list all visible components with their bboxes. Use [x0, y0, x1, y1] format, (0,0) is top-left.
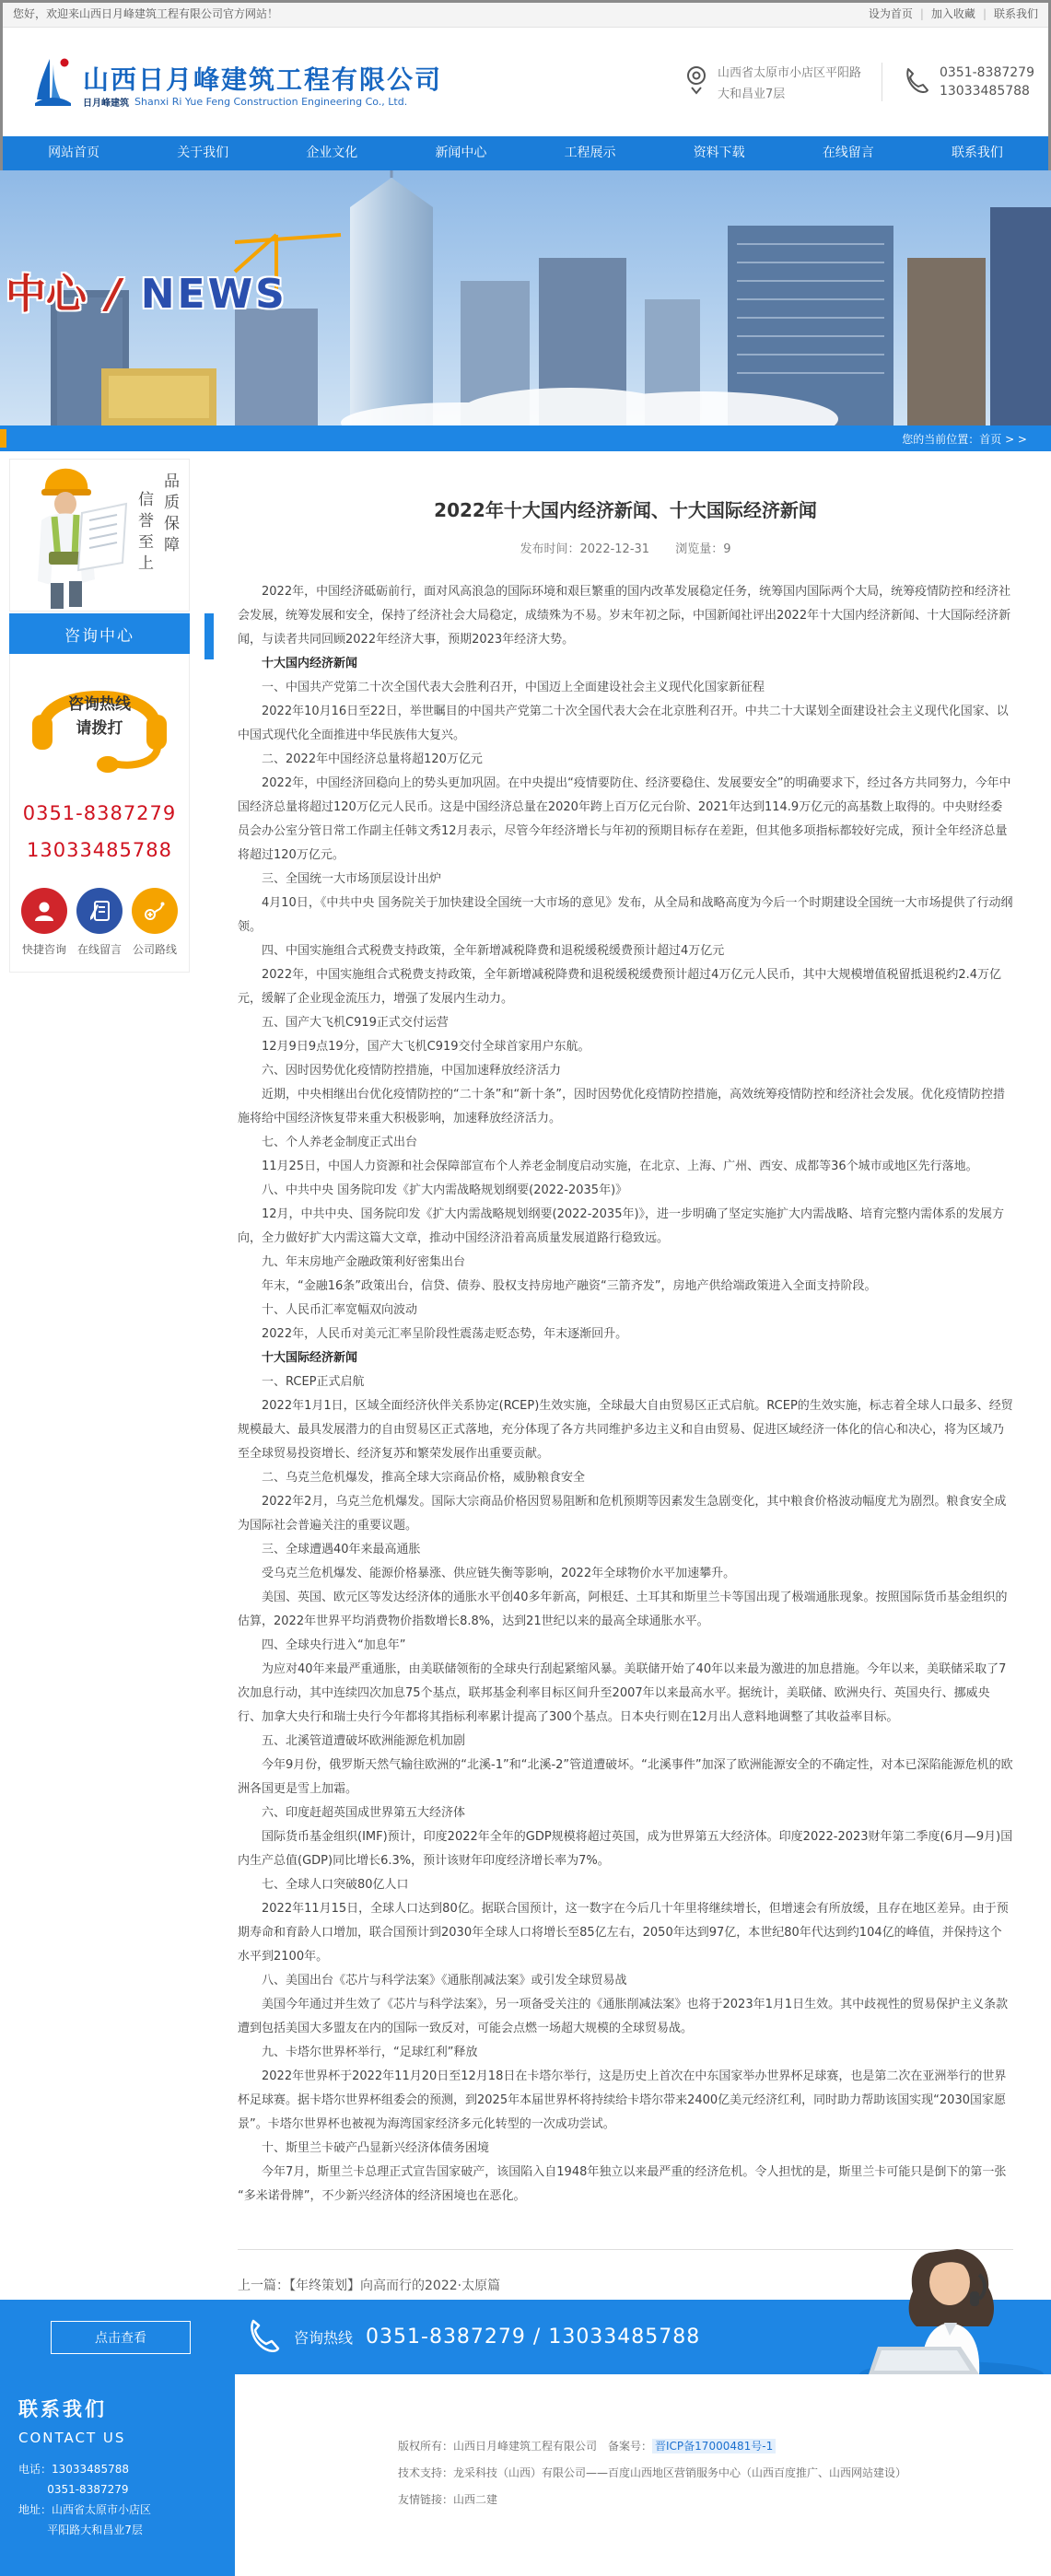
sidebar-title[interactable]: 咨询中心: [9, 613, 190, 654]
article-meta: [238, 539, 1013, 556]
article-paragraph: 2022年，中国经济回稳向上的势头更加巩固。在中央提出“疫情要防住、经济要稳住、发展要安全”的明确要求下，经过各方共同努力，今年中国经济总量将超过120万亿元人民币。这是中国经济总量在2020年跨上百万亿元台阶、2021年达到114.9万亿元的高基数上取得的。中央财经委员会办公室分管日常工作副主任韩文秀12月表示，尽管今年经济增长与年初的预期目标存在差距，但其他多项指标都较好完成，预计全年经济总量将超过120万亿元。: [238, 776, 1011, 862]
sidebar-quality-image: [9, 459, 190, 612]
article-paragraph: 九、年末房地产金融政策利好密集出台: [262, 1255, 466, 1269]
article-paragraph: 六、印度赶超英国成世界第五大经济体: [262, 1806, 466, 1820]
article-paragraph: 五、国产大飞机C919正式交付运营: [262, 1016, 449, 1030]
separator: |: [919, 6, 924, 20]
cta-hotline-label: 咨询热线: [294, 2329, 354, 2347]
customer-service-woman-image: [841, 2244, 1038, 2374]
click-view-button[interactable]: 点击查看: [51, 2321, 191, 2354]
logo-caption: 日月峰建筑: [83, 99, 129, 109]
friend-links-label: 友情链接：: [398, 2493, 454, 2506]
article-paragraph: 年末，“金融16条”政策出台，信贷、债券、股权支持房地产融资“三箭齐发”，房地产供给端政策进入全面支持阶段。: [262, 1279, 877, 1293]
nav-item-projects[interactable]: 工程展示: [564, 146, 616, 160]
welcome-text: 您好，欢迎来山西日月峰建筑工程有限公司官方网站！: [13, 7, 279, 20]
company-name: 山西日月峰建筑工程有限公司: [83, 64, 443, 95]
article-paragraph: 十、人民币汇率宽幅双向波动: [262, 1303, 418, 1317]
route-icon: [132, 888, 178, 934]
footer-address2: 平阳路大和昌业7层: [47, 2524, 143, 2536]
article-paragraph: 五、北溪管道遭破坏欧洲能源危机加剧: [262, 1734, 466, 1748]
article-paragraph: 一、中国共产党第二十次全国代表大会胜利召开，中国迈上全面建设社会主义现代化国家新征程: [262, 681, 765, 694]
topbar: [0, 0, 1051, 28]
footer-subtitle: CONTACT US: [18, 2430, 126, 2446]
icp-link[interactable]: 晋ICP备17000481号-1: [652, 2439, 776, 2454]
header: [0, 28, 1051, 136]
footer-address1: 地址：山西省太原市小店区: [18, 2503, 152, 2516]
topbar-link-favorite[interactable]: 加入收藏: [930, 7, 975, 20]
article-paragraph: 七、全球人口突破80亿人口: [262, 1878, 409, 1892]
article-paragraph: 二、2022年中国经济总量将超120万亿元: [262, 752, 483, 766]
worker-blueprint-image: [10, 460, 130, 611]
article-paragraph: 三、全球遭遇40年来最高通胀: [262, 1543, 421, 1556]
nav-item-guestbook[interactable]: 在线留言: [822, 146, 874, 160]
banner: [0, 170, 1051, 425]
article-paragraph: 七、个人养老金制度正式出台: [262, 1136, 418, 1149]
hotline-label: 咨询热线: [68, 695, 131, 714]
footer-phone2: 0351-8387279: [47, 2483, 129, 2496]
copyright-text: 版权所有：山西日月峰建筑工程有限公司 备案号：: [398, 2440, 653, 2453]
sidebar: [9, 459, 190, 973]
banner-title-cn: 中心: [6, 271, 87, 318]
main: [0, 451, 1051, 2300]
article-paragraph: 4月10日，《中共中央 国务院关于加快建设全国统一大市场的意见》发布，从全局和战略高度为今后一个时期建设全国统一大市场提供了行动纲领。: [238, 896, 1013, 934]
nav-item-home[interactable]: 网站首页: [48, 146, 100, 160]
article-paragraph: 四、中国实施组合式税费支持政策，全年新增减税降费和退税缓税缓费预计超过4万亿元: [262, 944, 725, 958]
nav-item-news[interactable]: 新闻中心: [435, 146, 487, 160]
article-paragraph: 12月，中共中央、国务院印发《扩大内需战略规划纲要(2022-2035年)》，进一步明确了坚定实施扩大内需战略、培育完整内需体系的发展方向，全力做好扩大内需这篇大文章，推动中国经济沿着高质量发展道路行稳致远。: [238, 1207, 1005, 1245]
article-paragraph: 十、斯里兰卡破产凸显新兴经济体债务困境: [262, 2141, 490, 2155]
breadcrumb-accent-tab: [0, 429, 6, 448]
topbar-link-set-home[interactable]: 设为首页: [868, 7, 913, 20]
sidebar-phone2: 13033485788: [27, 838, 172, 861]
header-phones: [903, 65, 1034, 99]
article-paragraph: 受乌克兰危机爆发、能源价格暴涨、供应链失衡等影响，2022年全球物价水平加速攀升。: [262, 1567, 736, 1580]
quick-link-message[interactable]: [73, 888, 126, 957]
quick-link-label: 在线留言: [76, 942, 122, 956]
nav-item-contact[interactable]: 联系我们: [951, 146, 1003, 160]
article-paragraph: 2022年2月，乌克兰危机爆发。国际大宗商品价格因贸易阻断和危机预期等因素发生急剧变化，其中粮食价格波动幅度尤为剧烈。粮食安全成为国际社会普遍关注的重要议题。: [238, 1495, 1007, 1533]
quick-link-consult[interactable]: [18, 888, 71, 957]
article-paragraph: 2022年，人民币对美元汇率呈阶段性震荡走贬态势，年末逐渐回升。: [262, 1327, 628, 1341]
article-paragraph: 八、中共中央 国务院印发《扩大内需战略规划纲要(2022-2035年)》: [262, 1183, 628, 1197]
footer-title: 联系我们: [18, 2398, 107, 2420]
sidebar-consult-box: [9, 654, 190, 973]
article-paragraph: 近期，中央相继出台优化疫情防控的“二十条”和“新十条”，因时因势优化疫情防控措施，高效统筹疫情防控和经济社会发展。优化疫情防控措施将给中国经济恢复带来重大积极影响，加速释放经济活力。: [238, 1088, 1005, 1125]
footer-info: [398, 2374, 1051, 2513]
article-paragraph: 二、乌克兰危机爆发，推高全球大宗商品价格，威胁粮食安全: [262, 1471, 586, 1485]
brand-text: [83, 65, 442, 109]
phone-icon: [903, 65, 930, 99]
banner-slash: /: [106, 271, 122, 318]
article-paragraph: 三、全国统一大市场顶层设计出炉: [262, 872, 442, 886]
cta-hotline: [246, 2317, 700, 2358]
article-paragraph: 2022年，中国经济砥砺前行，面对风高浪急的国际环境和艰巨繁重的国内改革发展稳定任务，统筹国内国际两个大局，统筹疫情防控和经济社会发展，统筹发展和安全，保持了经济社会大局稳定，成绩殊为不易。岁末年初之际，中国新闻社评出2022年十大国内经济新闻、十大国际经济新闻，与读者共同回顾2022年经济大事，预期2023年经济大势。: [238, 585, 1011, 647]
hotline-graphic: [21, 667, 178, 775]
article-paragraph: 2022年，中国实施组合式税费支持政策，全年新增减税降费和退税缓税缓费预计超过4万亿元人民币，其中大规模增值税留抵退税约2.4万亿元，缓解了企业现金流压力，增强了发展内生动力。: [238, 968, 1002, 1006]
quick-link-label: 快捷咨询: [21, 942, 66, 956]
article-paragraph: 今年7月，斯里兰卡总理正式宣告国家破产，该国陷入自1948年独立以来最严重的经济危机。令人担忧的是，斯里兰卡可能只是倒下的第一张“多米诺骨牌”，不少新兴经济体的经济困境也在恶化。: [238, 2165, 1007, 2203]
slogan-line2: 信誉至上: [134, 491, 153, 576]
article-paragraph: 国际货币基金组织(IMF)预计，印度2022年全年的GDP规模将超过英国，成为世界第五大经济体。印度2022-2023财年第二季度(6月—9月)国内生产总值(GDP)同比增长6.3%，预计该财年印度经济增长率为7%。: [238, 1830, 1013, 1868]
topbar-link-contact[interactable]: 联系我们: [993, 7, 1038, 20]
tech-support-line: 技术支持：龙采科技（山西）有限公司——百度山西地区营销服务中心（山西百度推广、山西网站建设）: [398, 2466, 907, 2479]
nav-item-about[interactable]: 关于我们: [177, 146, 229, 160]
friend-links-line: [398, 2487, 1051, 2513]
location-pin-icon: [684, 64, 708, 99]
sidebar-phones: [16, 796, 183, 869]
footer-contact-box: [0, 2374, 235, 2576]
hotline-text: [21, 693, 178, 741]
quick-link-label: 公司路线: [132, 942, 177, 956]
article-paragraph: 八、美国出台《芯片与科学法案》《通胀削减法案》或引发全球贸易战: [262, 1974, 627, 1987]
article-paragraph: 美国、英国、欧元区等发达经济体的通胀水平创40多年新高，阿根廷、土耳其和斯里兰卡等国出现了极端通胀现象。按照国际货币基金组织的估算，2022年世界平均消费物价指数增长8.8%，达到21世纪以来的最高全球通胀水平。: [238, 1591, 1008, 1628]
separator: |: [982, 6, 987, 20]
article-paragraph: 2022年1月1日，区域全面经济伙伴关系协定(RCEP)生效实施，全球最大自由贸易区正式启航。RCEP的生效实施，标志着全球人口最多、经贸规模最大、最具发展潜力的自由贸易区正式落地，充分体现了各方共同维护多边主义和自由贸易、促进区域经济一体化的信心和决心，将为区域乃至全球贸易投资增长、经济复苏和繁荣发展作出重要贡献。: [238, 1399, 1013, 1461]
copyright-line: [398, 2433, 1051, 2460]
article: [210, 451, 1041, 2325]
logo[interactable]: [31, 55, 442, 109]
article-paragraph: 12月9日9点19分，国产大飞机C919交付全球首家用户东航。: [262, 1040, 590, 1054]
article-paragraph: 美国今年通过并生效了《芯片与科学法案》，另一项备受关注的《通胀削减法案》也将于2023年1月1日生效。其中歧视性的贸易保护主义条款遭到包括美国大多盟友在内的国际一致反对，可能会点燃一场超大规模的全球贸易战。: [238, 1998, 1009, 2035]
cta-phones: 0351-8387279 / 13033485788: [366, 2325, 701, 2349]
company-logo-icon: [31, 55, 74, 109]
prev-article-link[interactable]: 上一篇：【年终策划】向高而行的2022·太原篇: [238, 2279, 501, 2293]
nav-item-culture[interactable]: 企业文化: [306, 146, 358, 160]
header-phone2: 13033485788: [939, 84, 1030, 99]
address-line2: 大和昌业7层: [717, 87, 786, 101]
header-phone1: 0351-8387279: [939, 65, 1034, 80]
breadcrumb[interactable]: 您的当前位置：首页 > >: [902, 432, 1027, 446]
article-paragraph: 为应对40年来最严重通胀，由美联储领衔的全球央行刮起紧缩风暴。美联储开始了40年以来最为激进的加息措施。今年以来，美联储采取了7次加息行动，其中连续四次加息75个基点，联邦基金利率目标区间升至2007年以来最高水平。据统计，美联储、欧洲央行、英国央行、挪威央行、加拿大央行和瑞士央行今年都将其指标利率累计提高了300个基点。日本央行则在12月出人意料地调整了其收益率目标。: [238, 1662, 1007, 1724]
article-paragraph: 四、全球央行进入“加息年”: [262, 1638, 406, 1652]
article-paragraph: 2022年11月15日，全球人口达到80亿。据联合国预计，这一数字在今后几十年里将继续增长，但增速会有所放缓，且存在地区差异。由于预期寿命和育龄人口增加，联合国预计到2030年全球人口将增长至85亿左右，2050年达到97亿，本世纪80年代达到约104亿的峰值，并保持这个水平到2100年。: [238, 1902, 1009, 1964]
topbar-links: [869, 6, 1038, 21]
article-section-heading: 十大国际经济新闻: [262, 1351, 358, 1365]
footer-phone1: 电话：13033485788: [18, 2463, 129, 2476]
article-section-heading: 十大国内经济新闻: [262, 657, 358, 670]
pen-note-icon: [76, 888, 123, 934]
article-paragraph: 11月25日，中国人力资源和社会保障部宣布个人养老金制度启动实施，在北京、上海、广州、西安、成都等36个城市或地区先行落地。: [262, 1160, 978, 1173]
article-body: [238, 580, 1013, 2209]
company-name-en: Shanxi Ri Yue Feng Construction Engineering Co., Ltd.: [134, 96, 408, 108]
breadcrumb-bar: [0, 425, 1051, 451]
nav-item-downloads[interactable]: 资料下载: [693, 146, 745, 160]
person-icon: [21, 888, 67, 934]
article-paragraph: 2022年10月16日至22日，举世瞩目的中国共产党第二十次全国代表大会在北京胜利召开。中共二十大谋划全面建设社会主义现代化国家、以中国式现代化全面推进中华民族伟大复兴。: [238, 705, 1009, 742]
phone-receiver-icon: [246, 2317, 281, 2358]
sidebar-quick-links: [16, 888, 183, 957]
address-line1: 山西省太原市小店区平阳路: [717, 66, 861, 80]
banner-caption: [6, 261, 287, 320]
article-paragraph: 九、卡塔尔世界杯举行，“足球红利”释放: [262, 2046, 478, 2059]
footer: [0, 2374, 1051, 2576]
side-float-tab[interactable]: [204, 613, 214, 659]
article-paragraph: 2022年世界杯于2022年11月20日至12月18日在卡塔尔举行，这是历史上首次在中东国家举办世界杯足球赛，也是第二次在亚洲举行的世界杯足球赛。据卡塔尔世界杯组委会的预测，到2025年本届世界杯将持续给卡塔尔带来2400亿美元经济红利，同时助力帮助该国实现“2030国家愿景”。卡塔尔世界杯也被视为海湾国家经济多元化转型的一次成功尝试。: [238, 2069, 1007, 2131]
main-nav: [0, 136, 1051, 170]
article-paragraph: 六、因时因势优化疫情防控措施，中国加速释放经济活力: [262, 1064, 562, 1078]
hotline-action: 请拨打: [76, 719, 123, 739]
article-paragraph: 一、RCEP正式启航: [262, 1375, 365, 1389]
slogan-line1: 品质保障: [160, 472, 179, 557]
header-contact: [684, 63, 1034, 101]
friend-link-shanxi-erjian[interactable]: 山西二建: [453, 2493, 498, 2506]
view-count: 浏览量：9: [675, 542, 731, 556]
article-paragraph: 今年9月份，俄罗斯天然气输往欧洲的“北溪-1”和“北溪-2”管道遭破坏。“北溪事件”加深了欧洲能源安全的不确定性，对本已深陷能源危机的欧洲各国更是雪上加霜。: [238, 1758, 1013, 1796]
article-title: 2022年十大国内经济新闻、十大国际经济新闻: [434, 499, 817, 521]
sidebar-phone1: 0351-8387279: [22, 802, 177, 824]
cta-strip: [0, 2300, 1051, 2374]
quick-link-route[interactable]: [128, 888, 181, 957]
banner-title-en: NEWS: [140, 271, 287, 318]
header-address: [684, 63, 861, 101]
publish-date: 发布时间：2022-12-31: [520, 542, 650, 556]
